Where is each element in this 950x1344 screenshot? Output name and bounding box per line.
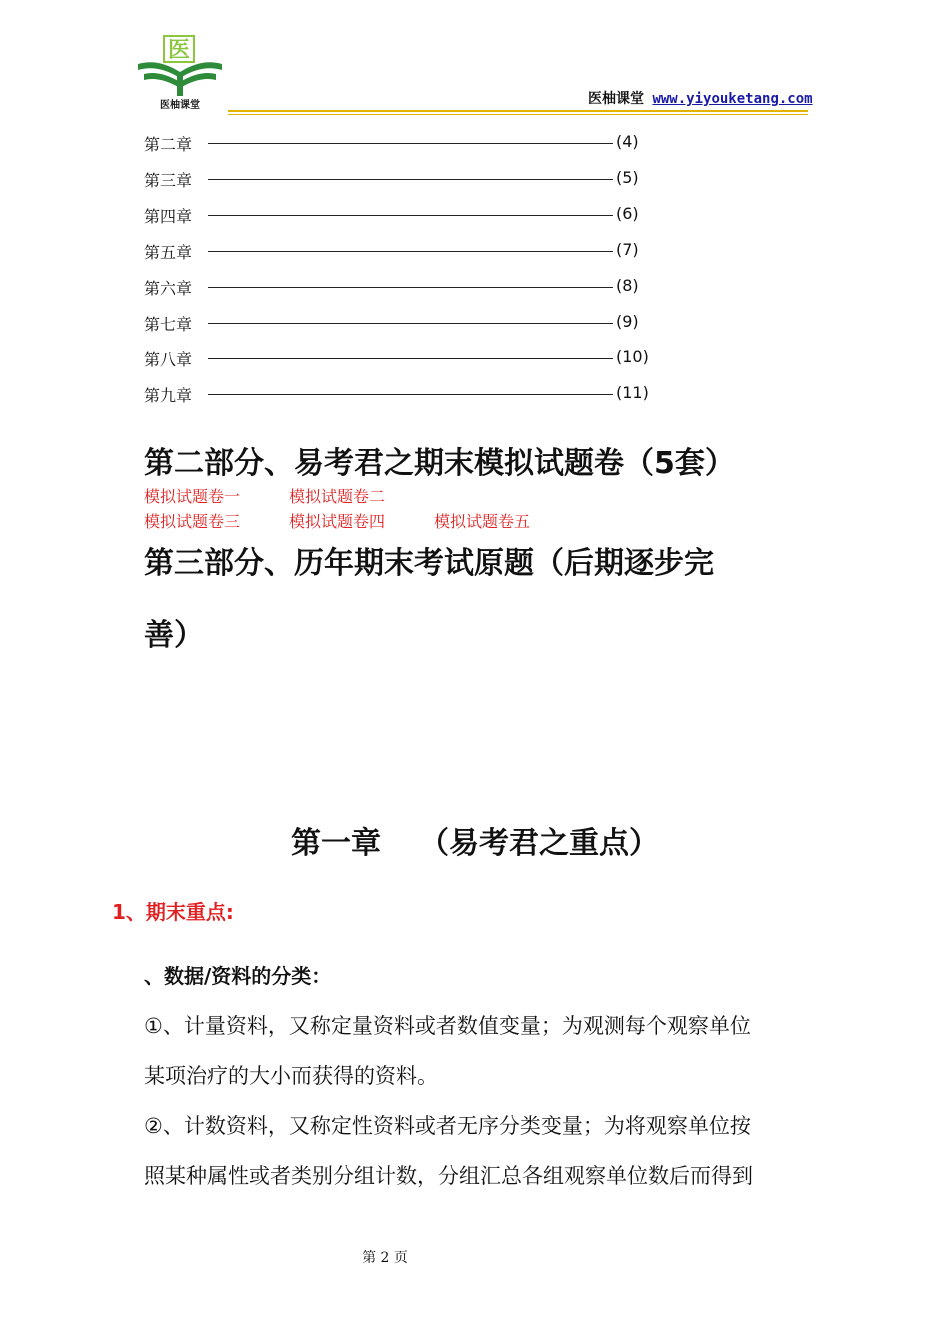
toc-leader <box>208 323 613 324</box>
mock-exam-link-1[interactable]: 模拟试题卷一 <box>144 487 241 506</box>
section-heading: 1、期末重点: <box>112 900 234 924</box>
body-line: ①、计量资料，又称定量资料或者数值变量；为观测每个观察单位 <box>144 1014 751 1038</box>
part3-heading-cont: 善） <box>144 618 204 653</box>
brand-name: 医柚课堂 <box>588 91 644 107</box>
body-line: 某项治疗的大小而获得的资料。 <box>144 1064 438 1088</box>
header-divider-thin <box>228 114 808 115</box>
logo-caption: 医柚课堂 <box>160 100 200 111</box>
toc-row <box>144 383 684 405</box>
toc-row <box>144 347 684 369</box>
toc-leader <box>208 287 613 288</box>
mock-exam-link-5[interactable]: 模拟试题卷五 <box>434 512 531 531</box>
body-line: 照某种属性或者类别分组计数，分组汇总各组观察单位数后而得到 <box>144 1164 753 1188</box>
toc-chapter: 第九章 <box>144 386 193 405</box>
body-line: ②、计数资料，又称定性资料或者无序分类变量；为将观察单位按 <box>144 1114 751 1138</box>
mock-exam-link-2[interactable]: 模拟试题卷二 <box>289 487 386 506</box>
logo-graphic <box>134 34 226 112</box>
toc-page: (5) <box>616 168 639 187</box>
toc-page: (6) <box>616 204 639 223</box>
toc-page: (7) <box>616 240 639 259</box>
brand-url-link[interactable]: www.yiyouketang.com <box>652 91 813 107</box>
subheading: 、数据/资料的分类： <box>144 964 332 988</box>
logo <box>134 34 226 112</box>
toc-row <box>144 240 684 262</box>
toc-row <box>144 204 684 226</box>
toc-leader <box>208 394 613 395</box>
toc-page: (11) <box>616 383 649 402</box>
toc-row <box>144 132 684 154</box>
mock-exam-link-3[interactable]: 模拟试题卷三 <box>144 512 241 531</box>
toc-leader <box>208 251 613 252</box>
toc-chapter: 第八章 <box>144 350 193 369</box>
header-divider <box>228 110 808 112</box>
header-brand <box>588 88 813 108</box>
toc-chapter: 第五章 <box>144 243 193 262</box>
toc-row <box>144 168 684 190</box>
toc-chapter: 第七章 <box>144 315 193 334</box>
toc-row <box>144 276 684 298</box>
toc-chapter: 第六章 <box>144 279 193 298</box>
part2-heading: 第二部分、易考君之期末模拟试题卷（5套） <box>144 446 735 481</box>
part3-heading: 第三部分、历年期末考试原题（后期逐步完 <box>144 546 714 581</box>
toc-row <box>144 312 684 334</box>
chapter-title <box>0 818 950 862</box>
mock-exam-link-4[interactable]: 模拟试题卷四 <box>289 512 386 531</box>
page-number: 第 2 页 <box>362 1250 408 1266</box>
toc-chapter: 第三章 <box>144 171 193 190</box>
toc-chapter: 第二章 <box>144 135 193 154</box>
toc-page: (9) <box>616 312 639 331</box>
toc-page: (8) <box>616 276 639 295</box>
toc-leader <box>208 358 613 359</box>
toc-leader <box>208 179 613 180</box>
chapter-title-number: 第一章 <box>291 826 381 861</box>
logo-char: 医 <box>167 38 191 63</box>
toc-page: (10) <box>616 347 649 366</box>
toc-chapter: 第四章 <box>144 207 193 226</box>
toc-leader <box>208 215 613 216</box>
toc-leader <box>208 143 613 144</box>
chapter-title-subtitle: （易考君之重点） <box>419 826 659 861</box>
toc-page: (4) <box>616 132 639 151</box>
